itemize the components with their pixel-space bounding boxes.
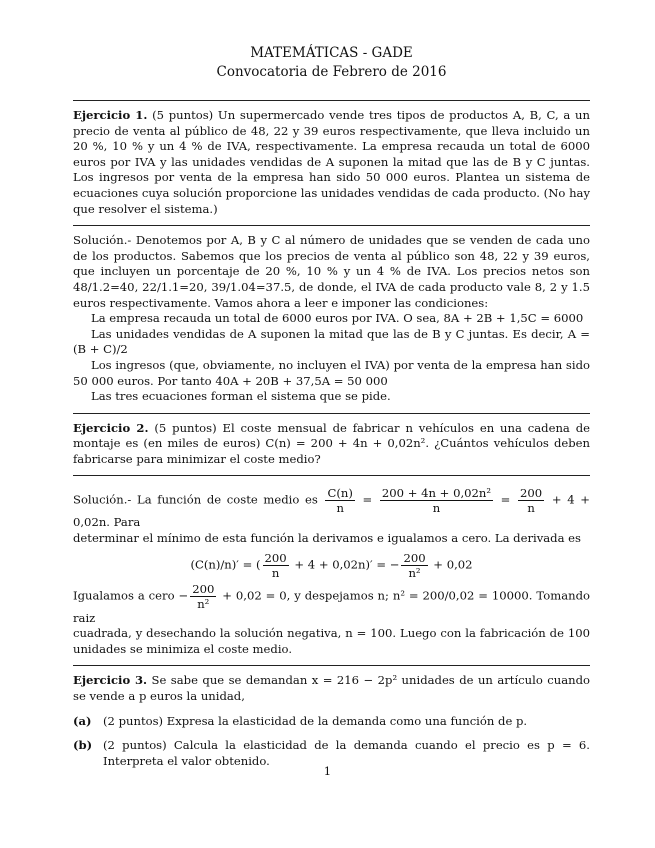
solution-1-eq3: Los ingresos (que, obviamente, no incluyen el IVA) por venta de la empresa han sido 50 000 euros. Por tanto 40A + 20B + 37,5A = 50 000 [73, 357, 590, 388]
solution-1-intro: Solución.- Denotemos por A, B y C al número de unidades que se venden de cada uno de los productos. Sabemos que los precios de venta al público son 48, 22 y 39 euros, que incluyen un porcentaje de 20 %, 10 % y un 4 % de IVA. Los precios netos son 48/1.2=40, 22/1.1=20, 39/1.04=37.5, de donde, el IVA de cada producto vale 8, 2 y 1.5 euros respectivamente. Vamos ahora a leer e imponer las condiciones: [73, 233, 590, 310]
divider [73, 413, 590, 414]
divider [73, 665, 590, 666]
solution-2-intro: Solución.- La función de coste medio es [73, 492, 318, 507]
fraction [380, 486, 493, 515]
exercise-2-text: (5 puntos) El coste mensual de fabricar n vehículos en una cadena de montaje es (en miles de euros) C(n) = 200 + 4n + 0,02n². ¿Cuántos vehículos deben fabricarse para minimizar el coste medio? [73, 420, 590, 466]
exercise-3-label: Ejercicio 3. [73, 673, 148, 688]
solution-1-eq1: La empresa recauda un total de 6000 euros por IVA. O sea, 8A + 2B + 1,5C = 6000 [91, 311, 584, 326]
divider [73, 225, 590, 226]
solution-2-line2: determinar el mínimo de esta función la derivamos e igualamos a cero. La derivada es [73, 531, 581, 546]
fraction [325, 486, 354, 515]
fraction [190, 582, 216, 611]
page-title: MATEMÁTICAS - GADE [250, 45, 413, 61]
fraction-num: C(n) [327, 486, 353, 501]
document-page [73, 44, 590, 769]
page-subtitle: Convocatoria de Febrero de 2016 [216, 64, 447, 80]
fraction-num: 200 [264, 550, 287, 565]
exercise-2 [73, 421, 590, 468]
solution-1-conclusion: Las tres ecuaciones forman el sistema que se pide. [91, 389, 391, 404]
divider [73, 475, 590, 476]
derivative-equation [73, 551, 590, 580]
fraction-den: n [432, 501, 441, 516]
exercise-3-part-a [73, 714, 590, 730]
solution-1-eq2: Las unidades vendidas de A suponen la mitad que las de B y C juntas. Es decir, A = (B + C)/2 [73, 326, 590, 357]
zero-pre: Igualamos a cero − [73, 588, 189, 603]
fraction-den: n [527, 501, 535, 516]
divider [73, 100, 590, 101]
exercise-1-label: Ejercicio 1. [73, 108, 148, 122]
part-label: (a) [73, 713, 92, 728]
fraction-num: 200 [520, 486, 543, 501]
fraction [401, 551, 427, 580]
fraction-num: 200 + 4n + 0,02n² [381, 486, 491, 501]
fraction-den: n² [197, 596, 210, 611]
exercise-3 [73, 673, 590, 769]
zero-post: + 0,02 = 0, y despejamos n; n² = 200/0,02 = 10000. Tomando raiz [73, 588, 590, 625]
derivative-tail: + 0,02 [433, 557, 473, 572]
exercise-1 [73, 108, 590, 217]
derivative-mid: + 4 + 0,02n)′ = − [294, 557, 400, 572]
page-number: 1 [323, 764, 332, 778]
exercise-2-label: Ejercicio 2. [73, 420, 149, 435]
derivative-left: (C(n)/n)′ = ( [190, 557, 261, 572]
fraction [518, 486, 544, 515]
solution-2-zero [73, 582, 590, 627]
fraction-den: n [336, 501, 344, 516]
solution-1 [73, 233, 590, 405]
solution-2 [73, 486, 590, 657]
part-text: (2 puntos) Calcula la elasticidad de la demanda cuando el precio es p = 6. Interpreta el valor obtenido. [103, 738, 590, 768]
solution-2-eq-tail: + 4 + 0,02n. Para [73, 492, 590, 530]
fraction-den: n² [408, 565, 421, 580]
fraction-den: n [271, 565, 280, 580]
part-label: (b) [73, 738, 93, 753]
solution-2-line1: Solución.- La función de coste medio es $\frac{C(n)}{n}$ = $\frac{\text{200 + 4n + 0,02n²}}{n}$ = $\frac{200}{n}$ + 4 + 0,02n. Para [73, 486, 590, 530]
exercise-3-text: Se sabe que se demandan x = 216 − 2p² unidades de un artículo cuando se vende a p euros la unidad, [73, 673, 590, 704]
exercise-1-text: (5 puntos) Un supermercado vende tres tipos de productos A, B, C, a un precio de venta al público de 48, 22 y 39 euros respectivamente, que lleva incluido un 20 %, 10 % y un 4 % de IVA, respectivamente. La empresa recauda un total de 6000 euros por IVA y las unidades vendidas de A suponen la mitad que las de B y C juntas. Los ingresos por venta de la empresa han sido 50 000 euros. Plantea un sistema de ecuaciones cuya solución proporcione las unidades vendidas de cada producto. (No hay que resolver el sistema.) [73, 108, 590, 216]
part-text: (2 puntos) Expresa la elasticidad de la demanda como una función de p. [103, 713, 528, 728]
fraction [263, 551, 289, 580]
solution-2-final: cuadrada, y desechando la solución negativa, n = 100. Luego con la fabricación de 100 unidades se minimiza el coste medio. [73, 626, 590, 656]
fraction-num: 200 [192, 581, 215, 596]
fraction-num: 200 [403, 550, 426, 565]
